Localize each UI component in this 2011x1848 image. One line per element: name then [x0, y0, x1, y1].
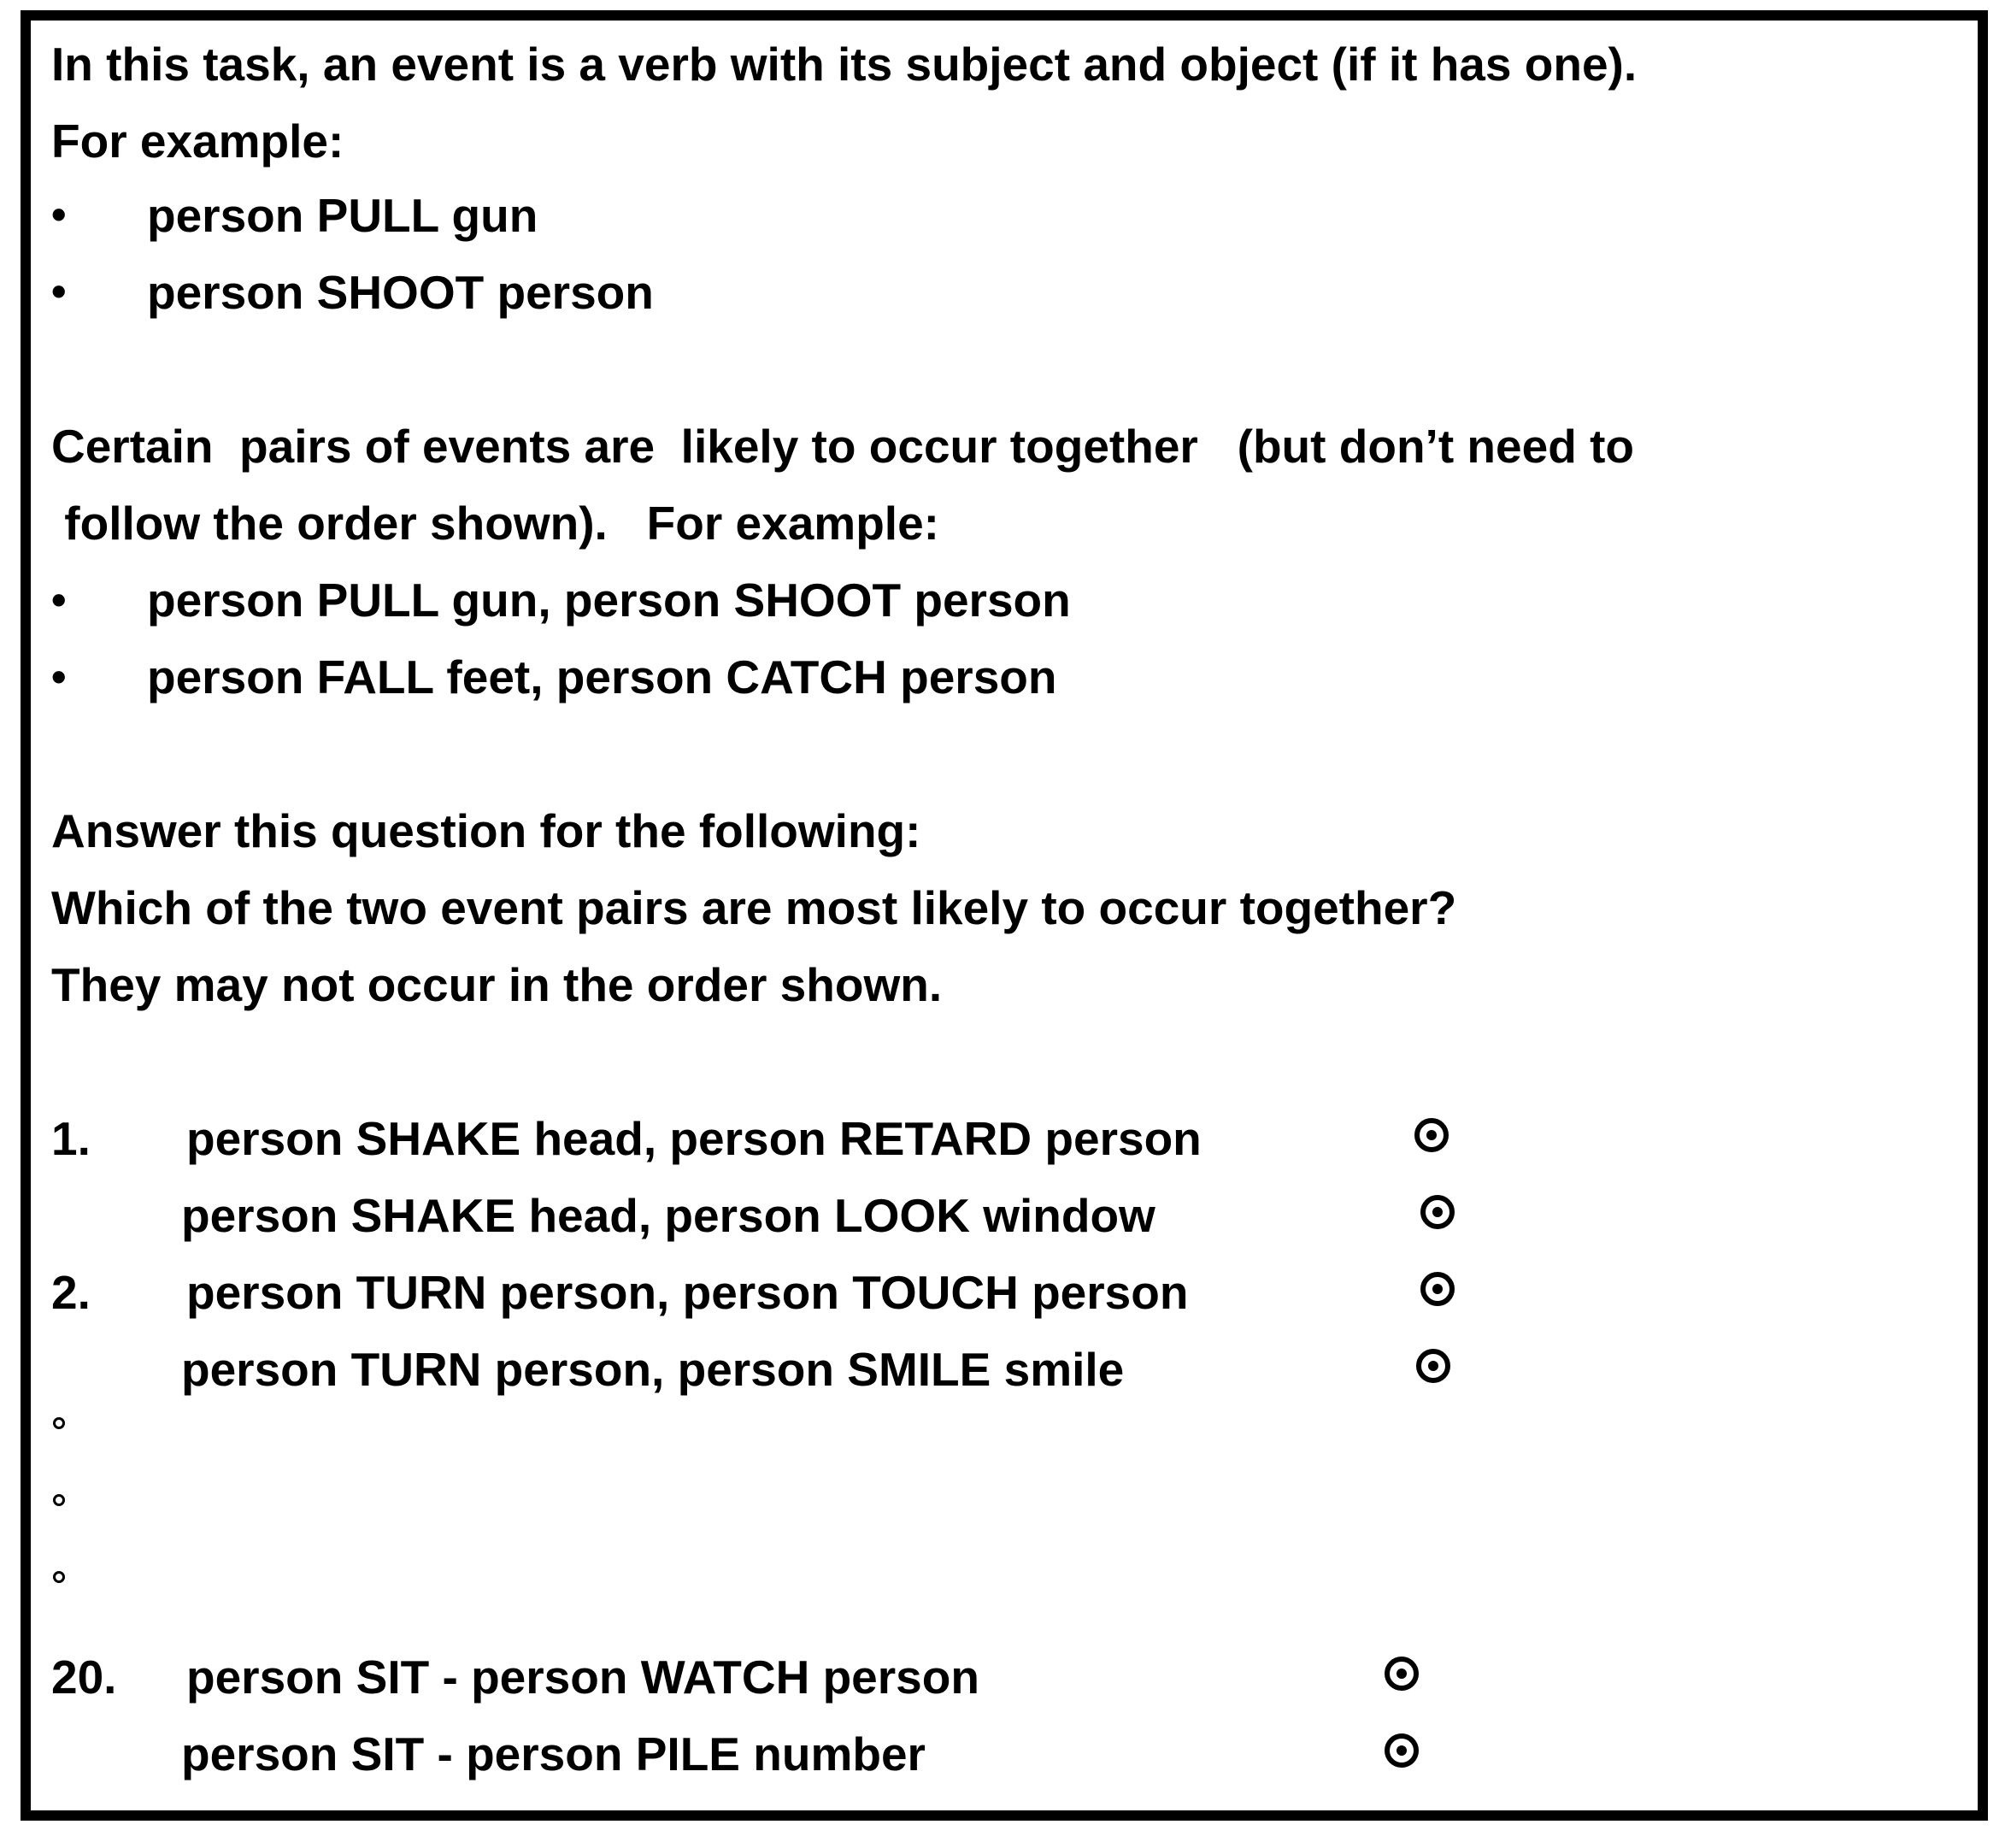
item-option: person SHAKE head, person LOOK window	[181, 1189, 1155, 1242]
item-option: person SHAKE head, person RETARD person	[186, 1112, 1202, 1165]
item-option: person TURN person, person TOUCH person	[186, 1266, 1189, 1319]
radio-button[interactable]	[1414, 1118, 1449, 1152]
ellipsis-circle-icon	[53, 1494, 65, 1506]
bullet-icon: •	[51, 191, 67, 238]
radio-button[interactable]	[1420, 1195, 1455, 1229]
radio-button[interactable]	[1420, 1272, 1455, 1306]
intro-line-2: For example:	[51, 115, 344, 168]
item-number: 20.	[51, 1651, 117, 1704]
example-event-1: person PULL gun	[147, 189, 538, 242]
ellipsis-circle-icon	[53, 1417, 65, 1429]
radio-button[interactable]	[1385, 1657, 1419, 1691]
item-number: 1.	[51, 1112, 91, 1165]
item-option: person TURN person, person SMILE smile	[181, 1343, 1125, 1396]
ellipsis-circle-icon	[53, 1571, 65, 1583]
pairs-intro-line-2: follow the order shown). For example:	[51, 497, 939, 550]
pairs-intro-line-1: Certain pairs of events are likely to occur together (but don’t need to	[51, 420, 1634, 473]
item-number: 2.	[51, 1266, 91, 1319]
example-pair-2: person FALL feet, person CATCH person	[147, 650, 1057, 703]
item-option: person SIT - person WATCH person	[186, 1651, 979, 1704]
bullet-icon: •	[51, 268, 67, 315]
question-line-3: They may not occur in the order shown.	[51, 958, 943, 1011]
intro-line-1: In this task, an event is a verb with its subject and object (if it has one).	[51, 38, 1638, 91]
radio-button[interactable]	[1416, 1349, 1450, 1383]
radio-button[interactable]	[1385, 1733, 1419, 1768]
example-event-2: person SHOOT person	[147, 266, 654, 319]
bullet-icon: •	[51, 576, 67, 624]
bullet-icon: •	[51, 653, 67, 701]
item-option: person SIT - person PILE number	[181, 1727, 926, 1780]
example-pair-1: person PULL gun, person SHOOT person	[147, 574, 1071, 627]
question-line-2: Which of the two event pairs are most likely to occur together?	[51, 881, 1457, 934]
question-line-1: Answer this question for the following:	[51, 804, 921, 857]
